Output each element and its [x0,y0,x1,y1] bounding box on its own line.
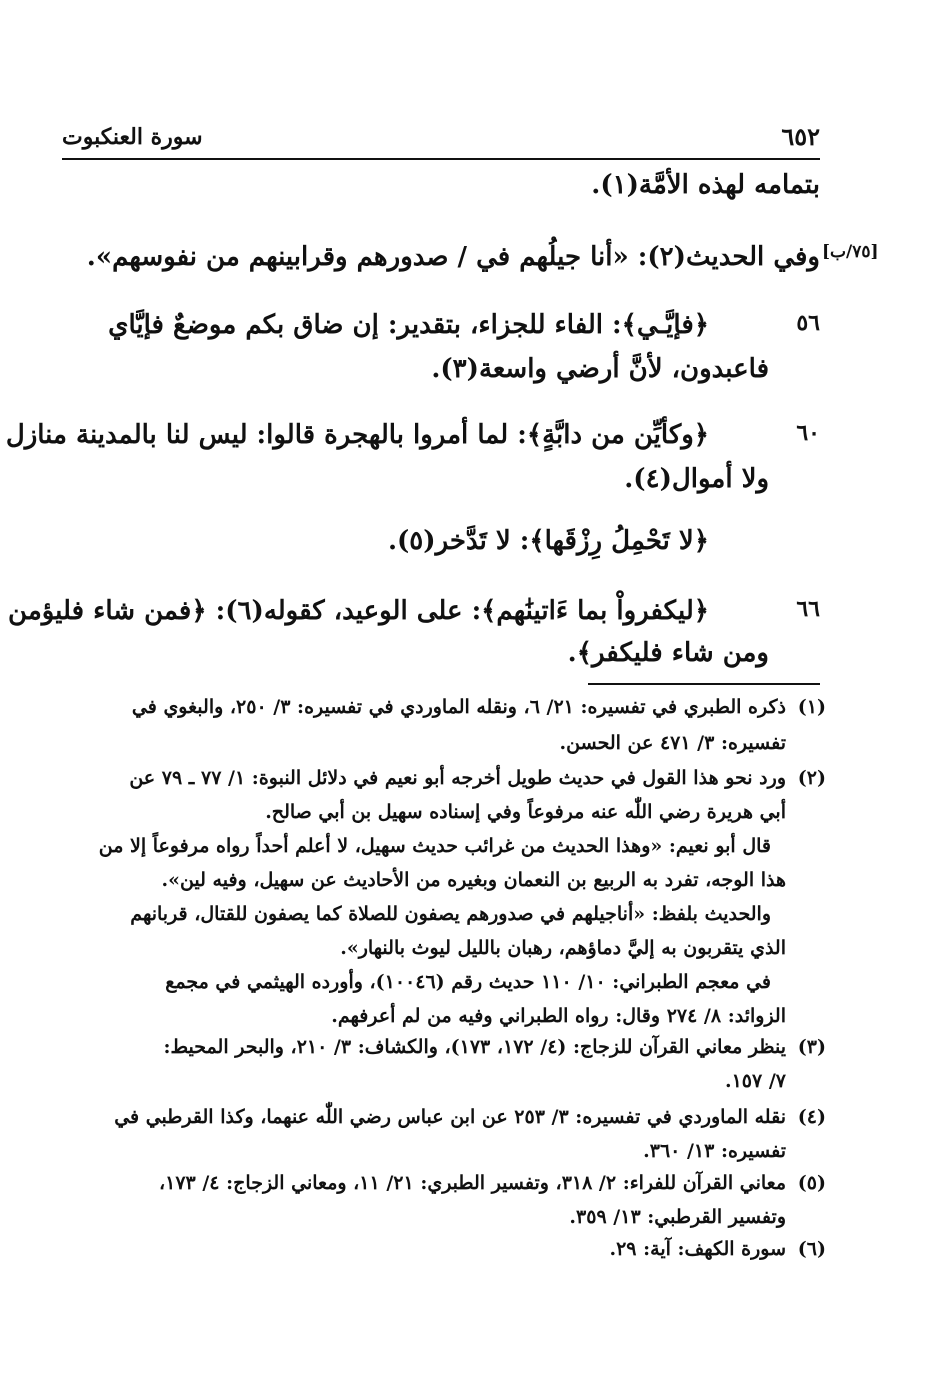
verse-number: ٦٠ [796,420,820,446]
footnote-line: ينظر معاني القرآن للزجاج: (٤/ ١٧٢، ١٧٣)، والكشاف: ٣/ ٢١٠، والبحر المحيط: [163,1036,786,1058]
footnote-line: ورد نحو هذا القول في حديث طويل أخرجه أبو نعيم في دلائل النبوة: ١/ ٧٧ ـ ٧٩ عن [129,767,786,789]
footnote-line: ذكره الطبري في تفسيره: ٢١/ ٦، ونقله الماوردي في تفسيره: ٣/ ٢٥٠، والبغوي في [131,696,786,718]
manuscript-folio-ref: [٧٥/ب] [822,242,879,262]
footnote-number: (١) [797,696,826,718]
main-text-line: ﴿وكأيِّن من دابَّةٍ﴾: لما أمروا بالهجرة قالوا: ليس لنا بالمدينة منازل [5,420,709,450]
footnote-line: وتفسير القرطبي: ١٣/ ٣٥٩. [569,1206,786,1228]
page-number: ٦٥٢ [781,122,820,151]
page-header [62,118,820,158]
footnote-line: معاني القرآن للفراء: ٢/ ٣١٨، وتفسير الطبري: ٢١/ ١١، ومعاني الزجاج: ٤/ ١٧٣، [158,1172,786,1194]
footnote-line: ٧/ ١٥٧. [724,1070,786,1092]
footnote-line: قال أبو نعيم: «وهذا الحديث من غرائب حديث سهيل، لا أعلم أحداً رواه مرفوعاً إلا من [98,835,771,857]
footnote-number: (٦) [797,1238,826,1260]
header-divider [62,158,820,160]
footnote-line: الزوائد: ٨/ ٢٧٤ وقال: رواه الطبراني وفيه من لم أعرفهم. [331,1005,786,1027]
main-text-line: ولا أموال(٤). [624,464,769,494]
verse-number: ٥٦ [796,310,820,336]
footnote-line: الذي يتقربون به إليَّ دماؤهم، رهبان بالليل ليوث بالنهار». [340,937,786,959]
footnote-line: تفسيره: ٣/ ٤٧١ عن الحسن. [559,732,786,754]
surah-title: سورة العنكبوت [62,124,203,150]
footnote-line: تفسيره: ١٣/ ٣٦٠. [643,1140,786,1162]
main-text-line: ﴿لا تَحْمِلُ رِزْقَها﴾: لا تَدَّخر(٥). [387,526,709,556]
footnote-line: نقله الماوردي في تفسيره: ٣/ ٢٥٣ عن ابن عباس رضي اللّٰه عنهما، وكذا القرطبي في [114,1106,786,1128]
main-text-line: ﴿فإيَّـي﴾: الفاء للجزاء، بتقدير: إن ضاق بكم موضعٌ فإيَّاي [108,310,709,340]
footnote-line: سورة الكهف: آية: ٢٩. [609,1238,786,1260]
footnote-separator [588,683,820,685]
footnote-line: أبي هريرة رضي اللّٰه عنه مرفوعاً وفي إسناده سهيل بن أبي صالح. [265,801,786,823]
footnote-line: والحديث بلفظ: «أناجيلهم في صدورهم يصفون للصلاة كما يصفون للقتال، قربانهم [130,903,771,925]
main-text-line: بتمامه لهذه الأمَّة(١). [591,170,820,200]
main-text-line: ﴿ليكفرواْ بما ءَاتينَٰهم﴾: على الوعيد، كقوله(٦): ﴿فمن شاء فليؤمن [8,596,709,626]
footnote-line: هذا الوجه، تفرد به الربيع بن النعمان وبغيره من الأحاديث عن سهيل، وفيه لين». [161,869,786,891]
main-text-line: فاعبدون، لأنَّ أرضي واسعة(٣). [431,354,769,384]
footnote-number: (٥) [797,1172,826,1194]
main-text-line: وفي الحديث(٢): «أنا جيلُهم في / صدورهم وقرابينهم من نفوسهم». [86,242,820,272]
main-text-line: ومن شاء فليكفر﴾. [567,638,769,668]
footnote-number: (٣) [797,1036,826,1058]
verse-number: ٦٦ [796,596,820,622]
footnote-line: في معجم الطبراني: ١٠/ ١١٠ حديث رقم (١٠٠٤٦)، وأورده الهيثمي في مجمع [165,971,771,993]
footnote-number: (٤) [797,1106,826,1128]
footnote-number: (٢) [797,767,826,789]
